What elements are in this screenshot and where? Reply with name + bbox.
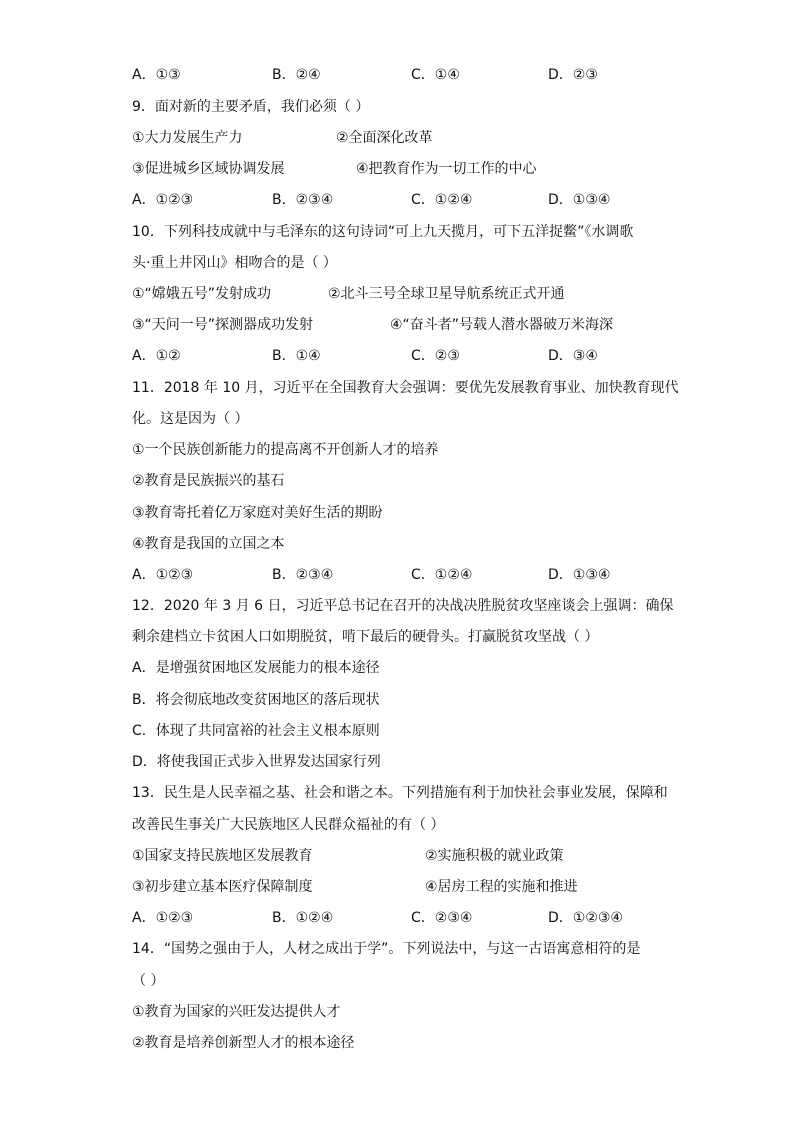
q13-options: [132, 908, 692, 928]
q13-stem-line2: 改善民生事关广大民族地区人民群众福祉的有（ ）: [132, 817, 445, 833]
q9-options: [132, 190, 692, 210]
q11-stem-line1: 11．2018 年 10 月，习近平在全国教育大会强调：要优先发展教育事业、加快教育现代: [132, 380, 679, 396]
q13-option-c: C．②③④: [411, 910, 473, 926]
q11-option-d: D．①③④: [548, 567, 611, 583]
q11-stem-line2: 化。这是因为（ ）: [132, 411, 249, 427]
q10-items-row1: [132, 284, 692, 304]
q11-item-3: ③教育寄托着亿万家庭对美好生活的期盼: [132, 505, 383, 521]
q8-option-b: B．②④: [272, 67, 321, 83]
q8-option-c: C．①④: [411, 67, 460, 83]
q9-item-2: ②全面深化改革: [336, 130, 433, 146]
q13-item-4: ④居房工程的实施和推进: [425, 879, 578, 895]
q10-option-c: C．②③: [411, 348, 460, 364]
q11-options: [132, 565, 692, 585]
q9-option-d: D．①③④: [548, 192, 611, 208]
q12-stem-line2: 剩余建档立卡贫困人口如期脱贫，啃下最后的硬骨头。打赢脱贫攻坚战（ ）: [132, 629, 599, 645]
q10-item-3: ③“天问一号”探测器成功发射: [132, 317, 314, 333]
q13-items-row2: [132, 877, 692, 897]
q10-item-1: ①“嫦娥五号”发射成功: [132, 286, 272, 302]
q10-item-4: ④“奋斗者”号载人潜水器破万米海深: [390, 317, 614, 333]
q13-option-d: D．①②③④: [548, 910, 623, 926]
q12-stem-line1: 12．2020 年 3 月 6 日，习近平总书记在召开的决战决胜脱贫攻坚座谈会上强调：确保: [132, 598, 674, 614]
q8-options: [132, 65, 692, 85]
q13-item-1: ①国家支持民族地区发展教育: [132, 848, 313, 864]
q9-option-c: C．①②④: [411, 192, 473, 208]
q8-option-a: A．①③: [132, 67, 181, 83]
q10-option-a: A．①②: [132, 348, 181, 364]
q9-item-3: ③促进城乡区域协调发展: [132, 161, 285, 177]
q9-item-4: ④把教育作为一切工作的中心: [356, 161, 537, 177]
q11-option-b: B．②③④: [272, 567, 334, 583]
q10-item-2: ②北斗三号全球卫星导航系统正式开通: [328, 286, 565, 302]
q11-item-4: ④教育是我国的立国之本: [132, 536, 285, 552]
q13-item-2: ②实施积极的就业政策: [425, 848, 564, 864]
q9-item-1: ①大力发展生产力: [132, 130, 243, 146]
q14-item-2: ②教育是培养创新型人才的根本途径: [132, 1035, 355, 1051]
q11-item-1: ①一个民族创新能力的提高离不开创新人才的培养: [132, 442, 439, 458]
q10-option-d: D．③④: [548, 348, 598, 364]
q11-option-a: A．①②③: [132, 567, 194, 583]
q9-items-row2: [132, 159, 692, 179]
q13-option-a: A．①②③: [132, 910, 194, 926]
q10-options: [132, 346, 692, 366]
q9-stem: 9．面对新的主要矛盾，我们必须（ ）: [132, 99, 370, 115]
q12-choice-d: D．将使我国正式步入世界发达国家行列: [132, 754, 381, 770]
q9-option-a: A．①②③: [132, 192, 194, 208]
q12-choice-a: A．是增强贫困地区发展能力的根本途径: [132, 660, 380, 676]
q14-stem-line1: 14．“国势之强由于人，人材之成出于学”。下列说法中，与这一古语寓意相符的是: [132, 941, 641, 957]
q13-stem-line1: 13．民生是人民幸福之基、社会和谐之本。下列措施有利于加快社会事业发展，保障和: [132, 785, 668, 801]
q11-option-c: C．①②④: [411, 567, 473, 583]
q12-choice-b: B．将会彻底地改变贫困地区的落后现状: [132, 692, 380, 708]
q10-stem-line1: 10．下列科技成就中与毛泽东的这句诗词“可上九天揽月，可下五洋捉鳖”《水调歌: [132, 224, 634, 240]
q12-choice-c: C．体现了共同富裕的社会主义根本原则: [132, 723, 380, 739]
q10-stem-line2: 头·重上井冈山》相吻合的是（ ）: [132, 255, 337, 271]
q13-items-row1: [132, 846, 692, 866]
q9-option-b: B．②③④: [272, 192, 334, 208]
q13-option-b: B．①②④: [272, 910, 334, 926]
q8-option-d: D．②③: [548, 67, 598, 83]
q14-stem-line2: （ ）: [132, 973, 165, 989]
q10-items-row2: [132, 315, 692, 335]
q9-items-row1: [132, 128, 692, 148]
q14-item-1: ①教育为国家的兴旺发达提供人才: [132, 1004, 341, 1020]
q10-option-b: B．①④: [272, 348, 321, 364]
q13-item-3: ③初步建立基本医疗保障制度: [132, 879, 313, 895]
q11-item-2: ②教育是民族振兴的基石: [132, 473, 285, 489]
